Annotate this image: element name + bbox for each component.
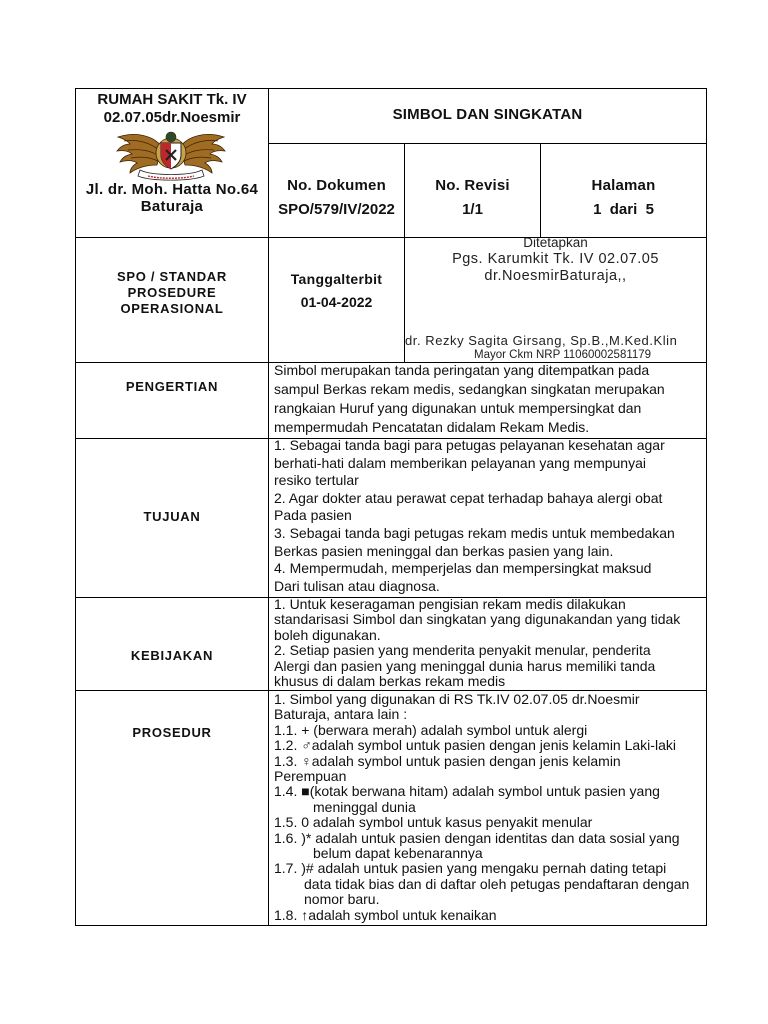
prosedur-item: 1.6. )* adalah untuk pasien dengan identitas dan data sosial yang belum dapat kebenarannya (274, 829, 680, 862)
tujuan-item: 1. Sebagai tanda bagi para petugas pelayanan kesehatan agar berhati-hati dalam memberikan pelayanan yang mempunyai resiko tertular (274, 439, 665, 489)
spo-label: SPO / STANDAR PROSEDURE OPERASIONAL (117, 269, 227, 316)
signatory-name: dr. Rezky Sagita Girsang, Sp.B.,M.Ked.Klin (405, 333, 678, 348)
tujuan-item: 3. Sebagai tanda bagi petugas rekam medis untuk membedakan Berkas pasien meninggal dan berkas pasien yang lain. (274, 524, 675, 559)
kebijakan-label: KEBIJAKAN (130, 648, 214, 663)
prosedur-item: 1.3. ♀adalah symbol untuk pasien dengan jenis kelamin Perempuan (274, 752, 621, 785)
revision-label: No. Revisi (435, 177, 510, 194)
established-by: Pgs. Karumkit Tk. IV 02.07.05 dr.NoesmirBaturaja,, (452, 251, 659, 284)
prosedur-item: 1.8. ↑adalah symbol untuk kenaikan (274, 906, 497, 923)
hospital-address: Jl. dr. Moh. Hatta No.64 Baturaja (85, 181, 259, 215)
established-label: Ditetapkan (523, 238, 588, 250)
document-title-cell (269, 89, 707, 144)
document-number-label: No. Dokumen (287, 177, 386, 194)
tujuan-label: TUJUAN (143, 509, 201, 524)
issued-date-label: Tanggalterbit (290, 271, 383, 287)
issued-date-cell (269, 238, 405, 363)
spo-label-cell (76, 238, 269, 363)
spo-document (75, 88, 707, 926)
prosedur-item: 1.2. ♂adalah symbol untuk pasien dengan jenis kelamin Laki-laki (274, 737, 676, 754)
revision-cell (405, 144, 541, 238)
kebijakan-text-cell (269, 598, 707, 691)
prosedur-item: 1.1. + (berwara merah) adalah symbol untuk alergi (274, 721, 588, 738)
document-number-cell (269, 144, 405, 238)
pengertian-label: PENGERTIAN (125, 379, 219, 394)
hospital-cell (76, 89, 269, 238)
kebijakan-item: 2. Setiap pasien yang menderita penyakit menular, penderita Alergi dan pasien yang meninggal dunia harus memiliki tanda khusus di dalam berkas rekam medis (274, 642, 656, 690)
prosedur-item: 1.7. )# adalah untuk pasien yang mengaku pernah dating tetapi data tidak bias dan di daftar oleh petugas pendaftaran dengan nomor baru. (274, 860, 690, 908)
hospital-emblem-logo (116, 128, 226, 182)
hospital-name: RUMAH SAKIT Tk. IV 02.07.05dr.Noesmir (97, 91, 247, 126)
tujuan-item: 2. Agar dokter atau perawat cepat terhadap bahaya alergi obat Pada pasien (274, 489, 663, 524)
tujuan-label-cell (76, 439, 269, 598)
prosedur-label: PROSEDUR (132, 725, 212, 740)
tujuan-list (274, 439, 704, 595)
kebijakan-list (274, 598, 704, 689)
issued-date: 01-04-2022 (300, 294, 373, 310)
kebijakan-label-cell (76, 598, 269, 691)
tujuan-text-cell (269, 439, 707, 598)
pengertian-text-cell (269, 363, 707, 439)
logo-left-wing (117, 134, 162, 173)
page-cell (541, 144, 707, 238)
prosedur-label-cell (76, 691, 269, 926)
document-title: SIMBOL DAN SINGKATAN (392, 105, 583, 123)
tujuan-item: 4. Mempermudah, memperjelas dan mempersingkat maksud Dari tulisan atau diagnosa. (274, 560, 652, 594)
kebijakan-item: 1. Untuk keseragaman pengisian rekam medis dilakukan standarisasi Simbol dan singkatan yang digunakandan yang tidak boleh digunakan. (274, 598, 681, 643)
document-number: SPO/579/IV/2022 (278, 201, 395, 218)
prosedur-item: 1.4. ■(kotak berwana hitam) adalah symbol untuk pasien yang meninggal dunia (274, 783, 660, 815)
logo-right-wing (180, 134, 225, 173)
prosedur-list (274, 692, 704, 923)
logo-banner (138, 170, 204, 180)
page-label: Halaman (591, 177, 656, 194)
prosedur-text-cell (269, 691, 707, 926)
pengertian-text: Simbol merupakan tanda peringatan yang ditempatkan pada sampul Berkas rekam medis, sedangkan singkatan merupakan rangkaian Huruf yang digunakan untuk mempersingkat dan mempermudah Pencatatan didalam Rekam Medis. (274, 363, 665, 435)
prosedur-item: 1.5. 0 adalah symbol untuk kasus penyakit menular (274, 814, 593, 831)
logo-crest (166, 132, 176, 142)
signatory-rank: Mayor Ckm NRP 11060002581179 (474, 349, 652, 361)
pengertian-label-cell (76, 363, 269, 439)
established-cell (405, 238, 707, 363)
revision-number: 1/1 (462, 201, 483, 218)
prosedur-item: 1. Simbol yang digunakan di RS Tk.IV 02.07.05 dr.Noesmir Baturaja, antara lain : (274, 691, 640, 723)
page-number: 1 dari 5 (593, 201, 654, 218)
